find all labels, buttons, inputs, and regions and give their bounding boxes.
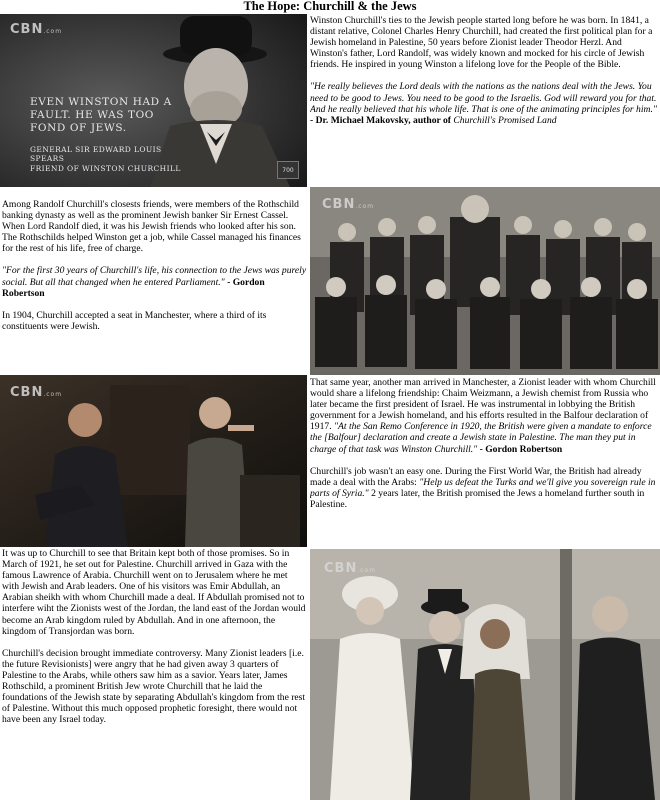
makovsky-source: - Dr. Michael Makovsky, author of <box>310 114 454 126</box>
churchill-abdullah-photo <box>310 549 660 800</box>
interview-photo-illustration <box>0 375 307 547</box>
robertson-quote2: "At the San Remo Conference in 1920, the British were given a mandate to enforce the [Balfour] declaration and create a Jewish state in Palestine. The man they put in charge of that task was Winston Churchill." <box>310 421 652 455</box>
wwi-paragraph <box>310 466 658 510</box>
wwi-text-part1: Churchill's job wasn't an easy one. During the First World War, the British had already made a deal with the Arabs: <box>310 465 642 488</box>
portrait-quote: EVEN WINSTON HAD A FAULT. HE WAS TOO FOND OF JEWS. <box>30 96 172 134</box>
robertson-source2: - Gordon Robertson <box>477 443 563 455</box>
group-photo-illustration <box>310 187 660 375</box>
portrait-quote-attribution-role: FRIEND OF WINSTON CHURCHILL <box>30 164 181 173</box>
controversy-paragraph: Churchill's decision brought immediate controversy. Many Zionist leaders [i.e. the future Revisionists] were angry that he had given away 3 quarters of Palestine to the Arabs, while others saw him as a savior. Years later, James Rothschild, a prominent British Jew wrote Churchill that he laid the foundations of the Jewish state by separating Abdullah's kingdom from the rest of Palestine. Without this much opposed prophetic foresight, there would not have been any Israel today. <box>2 647 306 726</box>
rothschild-text-block <box>2 199 307 371</box>
cbn-logo: CBN.com <box>324 561 377 576</box>
robertson-source1: - Gordon Robertson <box>2 276 265 299</box>
interview-photo <box>0 375 307 547</box>
page-title: The Hope: Churchill & the Jews <box>243 0 417 13</box>
churchill-abdullah-illustration <box>310 549 660 800</box>
rothschild-group-photo <box>310 187 660 375</box>
intro-paragraph: Winston Churchill's ties to the Jewish people started long before he was born. In 1841, a distant relative, Colonel Charles Henry Churchill, had created the first political plan for a Jewish homeland in Palestine, 50 years before Zionist leader Theodor Herzl. And Winston's father, Lord Randolf, was widely known and mocked for his circle of Jewish friends. He inspired in young Winston a lifelong love for the People of the Bible. <box>310 15 653 71</box>
cbn-700-club-badge: 700 <box>277 161 299 179</box>
weizmann-paragraph <box>310 377 658 455</box>
churchill-portrait-photo <box>0 14 307 187</box>
portrait-quote-overlay <box>30 96 190 173</box>
weizmann-text: That same year, another man arrived in Manchester, a Zionist leader with whom Churchill would share a lifelong friendship: Chaim Weizmann, a Jewish chemist from Russia who later became the first president of Israel. He was instrumental in lobbying the British government for a Jewish homeland, and his efforts resulted in the Balfour declaration of 1917. <box>310 377 656 433</box>
robertson-quote1: "For the first 30 years of Churchill's life, his connection to the Jews was purely social. But all that changed when he entered Parliament." <box>2 265 307 288</box>
cbn-logo: CBN.com <box>10 385 63 400</box>
intro-text-block <box>310 15 658 187</box>
palestine-text-block <box>2 548 307 800</box>
makovsky-book-title: Churchill's Promised Land <box>453 114 557 126</box>
cbn-logo: CBN.com <box>10 22 63 37</box>
manchester-paragraph: In 1904, Churchill accepted a seat in Manchester, where a third of its constituents were Jewish. <box>2 309 267 332</box>
weizmann-text-block <box>310 377 658 547</box>
palestine-paragraph: It was up to Churchill to see that Britain kept both of those promises. So in March of 1921, he set out for Palestine. Churchill arrived in Gaza with the famous Lawrence of Arabia. Churchill went on to Jerusalem where he met with Jewish and Arab leaders. One of his visitors was Emir Abdullah, an Arabian sheikh with whom Churchill made a deal. If Abdullah promised not to interfere wiht the Zionists west of the Jordan, the land east of the Jordan would become an Arab kingdom ruled by Abdullah. And in one afternoon, the kingdom of Transjordan was born. <box>2 548 306 637</box>
rothschild-paragraph: Among Randolf Churchill's closests friends, were members of the Rothschild banking dynasty as well as the prominent Jewish banker Sir Ernest Cassel. When Lord Randolf died, it was his Jewish friends who looked after his son. The Rothschilds helped Winston get a job, while Cassel managed his finances for the rest of his life, free of charge. <box>2 199 301 255</box>
robertson-quote1-paragraph <box>2 265 307 298</box>
makovsky-quote-paragraph <box>310 81 658 125</box>
wwi-quote: "Help us defeat the Turks and we'll give you sovereign rule in parts of Syria." <box>310 476 656 499</box>
wwi-text-part2: 2 years later, the British promised the Jews a homeland further south in Palestine. <box>310 487 645 510</box>
makovsky-quote: "He really believes the Lord deals with the nations as the nations deal with the Jews. You need to be good to Jews. You need to be good to the Israelis. God will reward you for that. And he really believed that his whole life. That is one of the animating principles for him." <box>310 81 657 115</box>
cbn-logo: CBN.com <box>322 197 375 212</box>
portrait-quote-attribution-name: GENERAL SIR EDWARD LOUIS SPEARS <box>30 145 162 163</box>
